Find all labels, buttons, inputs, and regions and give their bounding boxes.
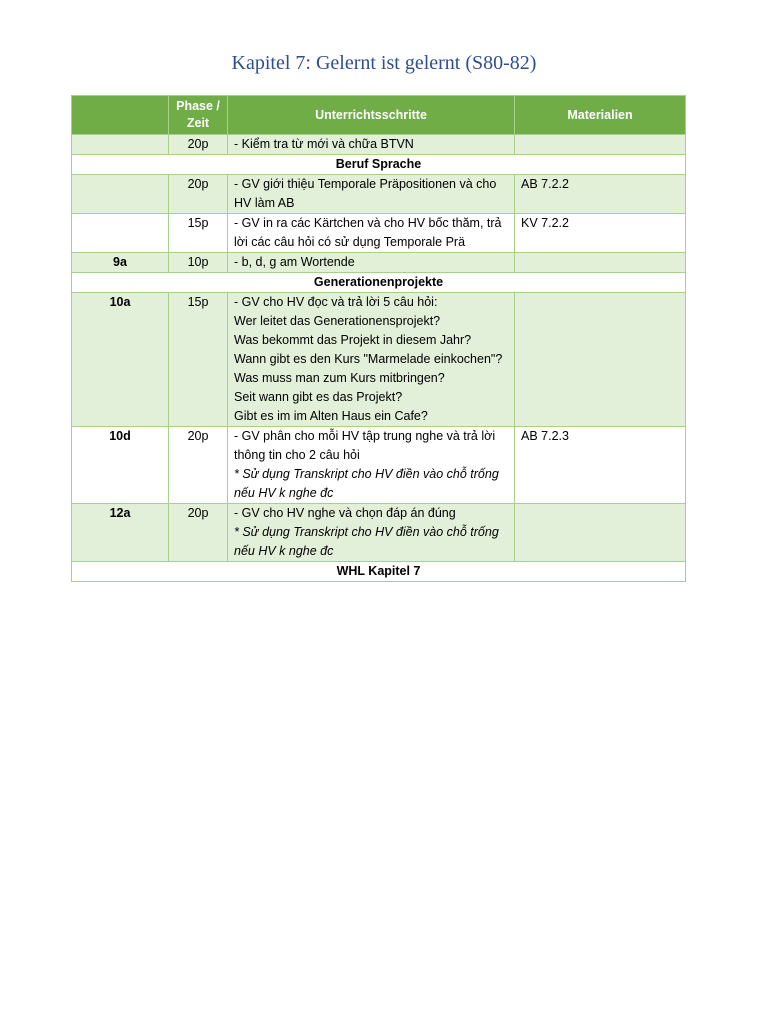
row-step-cell: [228, 427, 515, 504]
row-material: KV 7.2.2: [515, 214, 686, 253]
lesson-plan-table: [71, 95, 686, 582]
row-step: - GV cho HV nghe và chọn đáp án đúng: [234, 506, 456, 520]
row-step: - b, d, g am Wortende: [228, 253, 515, 273]
row-time: 20p: [169, 427, 228, 504]
page-title: Kapitel 7: Gelernt ist gelernt (S80-82): [231, 52, 537, 74]
section-row: [72, 562, 686, 582]
row-step: - GV giới thiệu Temporale Präpositionen và cho HV làm AB: [228, 175, 515, 214]
row-time: 20p: [169, 135, 228, 155]
section-row: [72, 273, 686, 293]
row-code: [72, 214, 169, 253]
row-time: 15p: [169, 293, 228, 427]
table-row: [72, 427, 686, 504]
section-row: [72, 155, 686, 175]
row-code: [72, 135, 169, 155]
table-header-row: [72, 96, 686, 135]
row-time: 15p: [169, 214, 228, 253]
header-materials: Materialien: [515, 96, 686, 135]
row-material: [515, 293, 686, 427]
question-line: Wann gibt es den Kurs "Marmelade einkochen"? Was muss man zum Kurs mitbringen?: [234, 352, 503, 385]
row-material: AB 7.2.3: [515, 427, 686, 504]
row-time: 10p: [169, 253, 228, 273]
row-code: 12a: [72, 504, 169, 562]
row-time: 20p: [169, 175, 228, 214]
section-title: Generationenprojekte: [72, 273, 686, 293]
table-row: [72, 253, 686, 273]
table-row: [72, 135, 686, 155]
section-title: Beruf Sprache: [72, 155, 686, 175]
question-line: Wer leitet das Generationensprojekt?: [234, 314, 441, 328]
row-material: [515, 504, 686, 562]
row-step-cell: [228, 293, 515, 427]
header-phase-time: Phase / Zeit: [169, 96, 228, 135]
table-row: [72, 175, 686, 214]
question-line: Was bekommt das Projekt in diesem Jahr?: [234, 333, 472, 347]
header-steps: Unterrichtsschritte: [228, 96, 515, 135]
section-title: WHL Kapitel 7: [72, 562, 686, 582]
row-step: - GV cho HV đọc và trả lời 5 câu hỏi:: [234, 295, 438, 309]
table-row: [72, 504, 686, 562]
table-row: [72, 293, 686, 427]
row-code: [72, 175, 169, 214]
question-line: Gibt es im im Alten Haus ein Cafe?: [234, 409, 428, 423]
row-note: * Sử dụng Transkript cho HV điền vào chỗ trống nếu HV k nghe đc: [234, 525, 499, 558]
header-phase: [72, 96, 169, 135]
question-line: Seit wann gibt es das Projekt?: [234, 390, 403, 404]
row-code: 10a: [72, 293, 169, 427]
row-time: 20p: [169, 504, 228, 562]
row-material: [515, 135, 686, 155]
row-step: - GV phân cho mỗi HV tập trung nghe và trả lời thông tin cho 2 câu hỏi: [234, 429, 496, 462]
row-code: 9a: [72, 253, 169, 273]
row-material: [515, 253, 686, 273]
row-step: - GV in ra các Kärtchen và cho HV bốc thăm, trả lời các câu hỏi có sử dụng Temporale Prä: [228, 214, 515, 253]
row-step-cell: [228, 504, 515, 562]
row-step: - Kiểm tra từ mới và chữa BTVN: [228, 135, 515, 155]
table-row: [72, 214, 686, 253]
row-code: 10d: [72, 427, 169, 504]
row-material: AB 7.2.2: [515, 175, 686, 214]
row-note: * Sử dụng Transkript cho HV điền vào chỗ trống nếu HV k nghe đc: [234, 467, 499, 500]
